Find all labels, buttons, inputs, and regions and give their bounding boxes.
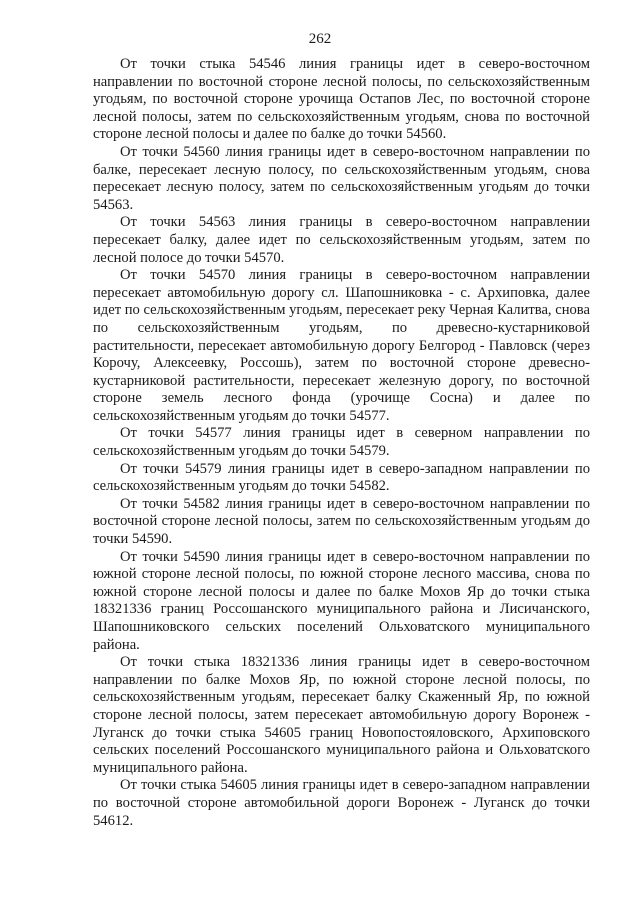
paragraph-7: От точки 54582 линия границы идет в северо-восточном направлении по восточной стороне лесной полосы, затем по сельскохозяйственным угодьям до точки 54590.	[93, 495, 590, 548]
paragraph-10: От точки стыка 54605 линия границы идет в северо-западном направлении по восточной стороне автомобильной дороги Воронеж - Луганск до точки 54612.	[93, 777, 590, 829]
document-body	[93, 56, 590, 830]
paragraph-9: От точки стыка 18321336 линия границы идет в северо-восточном направлении по балке Мохов Яр, по южной стороне лесной полосы, по сельскохозяйственным угодьям, пересекает балку Скаженный Яр, по южной стороне лесной полосы, затем пересекает автомобильную дорогу Воронеж - Луганск до точки стыка 54605 границ Новопостояловского, Архиповского сельских поселений Россошанского муниципального района и Ольховатского муниципального района.	[93, 654, 590, 776]
paragraph-6: От точки 54579 линия границы идет в северо-западном направлении по сельскохозяйственным угодьям до точки 54582.	[93, 460, 590, 495]
paragraph-3: От точки 54563 линия границы в северо-восточном направлении пересекает балку, далее идет по сельскохозяйственным угодьям, затем по лесной полосе до точки 54570.	[93, 214, 590, 266]
paragraph-4: От точки 54570 линия границы в северо-восточном направлении пересекает автомобильную дорогу сл. Шапошниковка - с. Архиповка, далее идет по сельскохозяйственным угодьям, пересекает реку Черная Калитва, снова по сельскохозяйственным угодьям, по древесно-кустарниковой растительности, пересекает автомобильную дорогу Белгород - Павловск (через Корочу, Алексеевку, Россошь), затем по восточной стороне древесно-кустарниковой растительности, пересекает железную дорогу, по восточной стороне земель лесного фонда (урочище Сосна) и далее по сельскохозяйственным угодьям до точки 54577.	[93, 267, 590, 424]
paragraph-5: От точки 54577 линия границы идет в северном направлении по сельскохозяйственным угодьям до точки 54579.	[93, 425, 590, 460]
paragraph-1: От точки стыка 54546 линия границы идет в северо-восточном направлении по восточной стороне лесной полосы, по сельскохозяйственным угодьям, по восточной стороне урочища Остапов Лес, по восточной стороне лесной полосы, затем по сельскохозяйственным угодьям, снова по восточной стороне лесной полосы и далее по балке до точки 54560.	[93, 56, 590, 143]
page-number: 262	[308, 31, 332, 47]
paragraph-2: От точки 54560 линия границы идет в северо-восточном направлении по балке, пересекает лесную полосу, по сельскохозяйственным угодьям, снова пересекает лесную полосу, затем по сельскохозяйственным угодьям до точки 54563.	[93, 143, 590, 213]
paragraph-8: От точки 54590 линия границы идет в северо-восточном направлении по южной стороне лесной полосы, по южной стороне лесного массива, снова по южной стороне лесной полосы и далее по балке Мохов Яр до точки стыка 18321336 границ Россошанского муниципального района и Лисичанского, Шапошниковского сельских поселений Ольховатского муниципального района.	[93, 548, 590, 653]
